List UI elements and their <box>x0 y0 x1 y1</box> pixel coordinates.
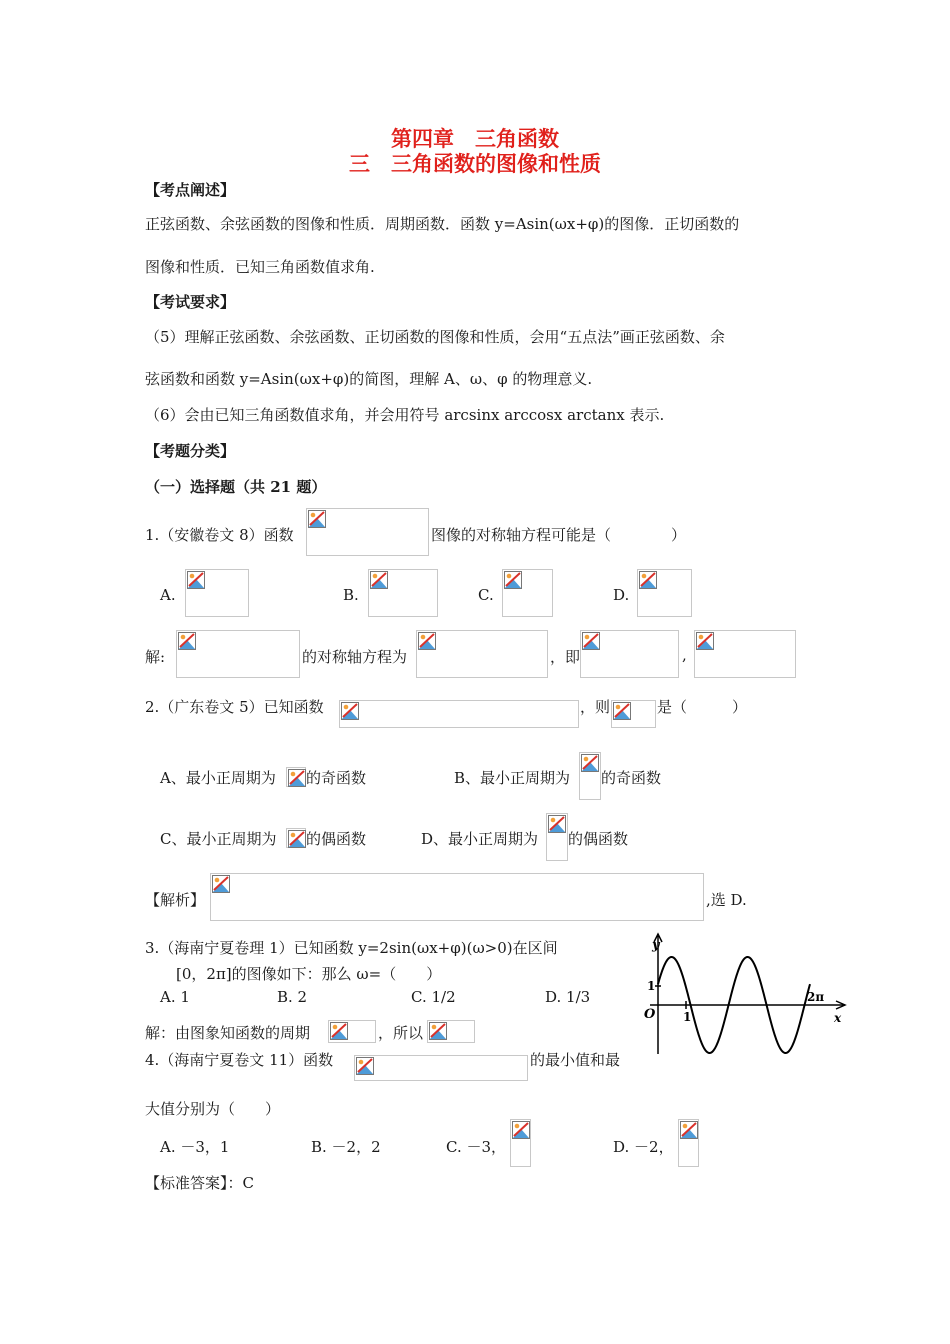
broken-image-icon <box>582 632 600 650</box>
heading-classification: 【考题分类】 <box>145 442 236 460</box>
q1-solution-middle: 的对称轴方程为 <box>302 648 408 666</box>
subheading-choice: （一）选择题（共 21 题） <box>145 478 327 496</box>
outline-line-2: 图像和性质．已知三角函数值求角. <box>145 258 375 276</box>
q1-option-c-label: C. <box>478 586 494 604</box>
formula-image <box>502 569 553 617</box>
formula-image <box>694 630 796 678</box>
broken-image-icon <box>288 830 306 848</box>
formula-image <box>368 569 438 617</box>
outline-line-1: 正弦函数、余弦函数的图像和性质．周期函数．函数 y=Asin(ωx+φ)的图像．正切函数的 <box>145 215 740 233</box>
q1-stem-suffix: 图像的对称轴方程可能是（ ） <box>431 526 687 544</box>
formula-image <box>611 700 656 728</box>
q2-option-c-pre: C、最小正周期为 <box>160 830 277 848</box>
formula-image <box>328 1020 376 1043</box>
formula-image <box>354 1055 528 1081</box>
origin-label: O <box>644 1007 656 1022</box>
formula-image <box>286 767 306 787</box>
q1-solution-prefix: 解: <box>145 648 166 666</box>
broken-image-icon <box>356 1057 374 1075</box>
formula-image <box>546 813 568 861</box>
y-axis-label: y <box>652 938 660 953</box>
q1-option-a-label: A. <box>160 586 176 604</box>
q4-stem-suffix: 的最小值和最 <box>530 1051 621 1069</box>
broken-image-icon <box>504 571 522 589</box>
q2-stem-prefix: 2.（广东卷文 5）已知函数 <box>145 698 324 716</box>
broken-image-icon <box>288 769 306 787</box>
broken-image-icon <box>212 875 230 893</box>
heading-outline: 【考点阐述】 <box>145 181 236 199</box>
q2-stem-suffix: 是（ ） <box>657 698 748 716</box>
formula-image <box>306 508 429 556</box>
q4-option-c: C. －3， <box>446 1138 507 1156</box>
requirement-6: （6）会由已知三角函数值求角，并会用符号 arcsinx arccosx arctanx 表示. <box>145 406 665 424</box>
formula-image <box>510 1119 531 1167</box>
q4-standard-answer: 【标准答案】：C <box>145 1174 254 1192</box>
broken-image-icon <box>341 702 359 720</box>
q4-option-a: A. －3，1 <box>160 1138 230 1156</box>
requirement-5-line-1: （5）理解正弦函数、余弦函数、正切函数的图像和性质，会用“五点法”画正弦函数、余 <box>145 328 725 346</box>
formula-image <box>416 630 548 678</box>
q2-option-b-post: 的奇函数 <box>601 769 662 787</box>
formula-image <box>427 1020 475 1043</box>
broken-image-icon <box>418 632 436 650</box>
q3-solution-middle: ，所以 <box>378 1024 424 1042</box>
section-title: 三 三角函数的图像和性质 <box>349 151 601 176</box>
q3-option-d: D. 1/3 <box>545 988 591 1006</box>
two-pi-label: 2π <box>807 990 825 1004</box>
q4-stem-line-2: 大值分别为（ ） <box>145 1100 281 1118</box>
q1-stem-prefix: 1.（安徽卷文 8）函数 <box>145 526 294 544</box>
broken-image-icon <box>187 571 205 589</box>
x-value-one: 1 <box>683 1010 692 1024</box>
broken-image-icon <box>330 1022 348 1040</box>
q1-solution-comma: , <box>682 646 687 664</box>
q4-stem-prefix: 4.（海南宁夏卷文 11）函数 <box>145 1051 334 1069</box>
broken-image-icon <box>370 571 388 589</box>
q3-option-a: A. 1 <box>160 988 190 1006</box>
formula-image <box>185 569 249 617</box>
y-value-one: 1 <box>647 979 656 993</box>
q3-solution-prefix: 解：由图象知函数的周期 <box>145 1024 311 1042</box>
formula-image <box>176 630 300 678</box>
broken-image-icon <box>178 632 196 650</box>
q2-option-c-post: 的偶函数 <box>306 830 367 848</box>
broken-image-icon <box>696 632 714 650</box>
q1-solution-ji: ，即 <box>550 648 581 666</box>
broken-image-icon <box>512 1121 530 1139</box>
broken-image-icon <box>429 1022 447 1040</box>
chapter-title: 第四章 三角函数 <box>391 126 559 151</box>
q2-stem-middle: ，则 <box>580 698 611 716</box>
broken-image-icon <box>613 702 631 720</box>
heading-requirements: 【考试要求】 <box>145 293 236 311</box>
formula-image <box>210 873 704 921</box>
q2-option-a-post: 的奇函数 <box>306 769 367 787</box>
sine-graph <box>640 930 850 1060</box>
formula-image <box>637 569 692 617</box>
formula-image <box>580 630 679 678</box>
broken-image-icon <box>639 571 657 589</box>
formula-image <box>339 700 579 728</box>
q3-option-c: C. 1/2 <box>411 988 456 1006</box>
formula-image <box>579 752 601 800</box>
q2-option-a-pre: A、最小正周期为 <box>160 769 276 787</box>
q3-stem-line-1: 3.（海南宁夏卷理 1）已知函数 y=2sin(ωx+φ)(ω>0)在区间 <box>145 939 558 957</box>
requirement-5-line-2: 弦函数和函数 y=Asin(ωx+φ)的简图，理解 A、ω、φ 的物理意义. <box>145 370 593 388</box>
q4-option-d: D. －2， <box>613 1138 674 1156</box>
broken-image-icon <box>548 815 566 833</box>
broken-image-icon <box>581 754 599 772</box>
q2-analysis-label: 【解析】 <box>145 891 206 909</box>
formula-image <box>678 1119 699 1167</box>
x-axis-label: x <box>834 1011 842 1025</box>
q3-option-b: B. 2 <box>277 988 308 1006</box>
q1-option-d-label: D. <box>613 586 630 604</box>
q4-option-b: B. －2，2 <box>311 1138 381 1156</box>
q1-option-b-label: B. <box>343 586 359 604</box>
q3-stem-line-2: [0，2π]的图像如下：那么 ω=（ ） <box>176 965 442 983</box>
broken-image-icon <box>308 510 326 528</box>
q2-answer: ,选 D. <box>706 891 747 909</box>
q2-option-d-post: 的偶函数 <box>568 830 629 848</box>
q2-option-b-pre: B、最小正周期为 <box>454 769 571 787</box>
formula-image <box>286 828 306 848</box>
broken-image-icon <box>680 1121 698 1139</box>
q2-option-d-pre: D、最小正周期为 <box>421 830 539 848</box>
